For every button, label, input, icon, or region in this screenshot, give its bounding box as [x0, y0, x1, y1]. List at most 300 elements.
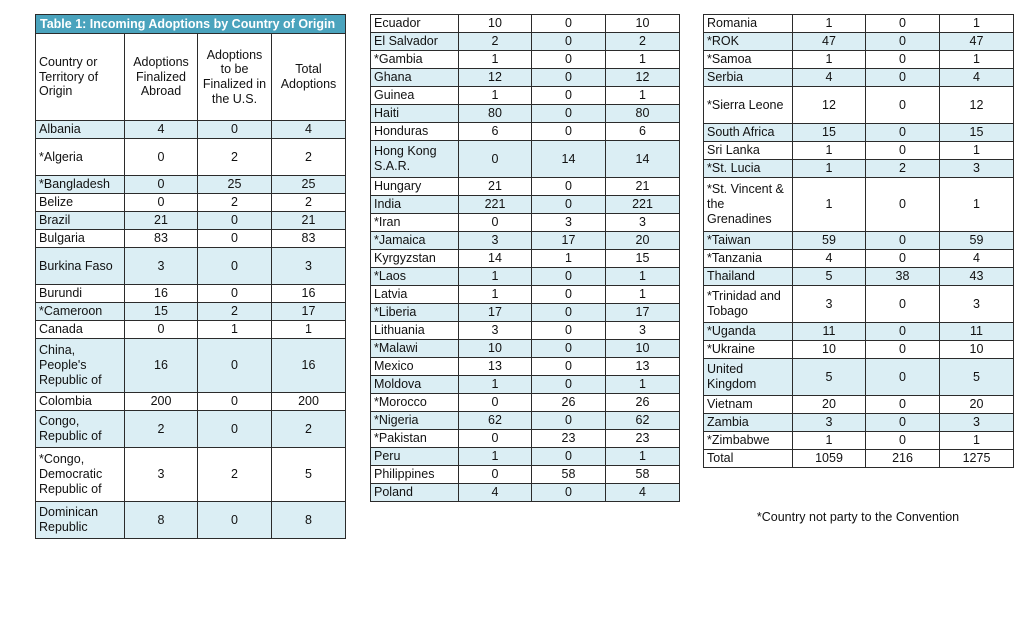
finalized-us-cell: 3 [532, 214, 606, 232]
country-cell: Poland [371, 484, 459, 502]
country-cell: Haiti [371, 105, 459, 123]
table-row [36, 448, 346, 502]
finalized-us-cell: 0 [532, 105, 606, 123]
table-row [371, 87, 680, 105]
finalized-us-cell: 2 [198, 194, 272, 212]
finalized-abroad-cell: 20 [793, 396, 866, 414]
finalized-us-cell: 0 [866, 286, 940, 323]
finalized-abroad-cell: 1 [459, 376, 532, 394]
total-cell: 47 [940, 33, 1014, 51]
finalized-us-cell: 0 [532, 178, 606, 196]
table-row [704, 268, 1014, 286]
country-cell: Lithuania [371, 322, 459, 340]
total-cell: 12 [606, 69, 680, 87]
table-body-3 [704, 15, 1014, 468]
table-row [371, 358, 680, 376]
total-cell: 13 [606, 358, 680, 376]
total-cell: 3 [606, 214, 680, 232]
total-cell: 2 [606, 33, 680, 51]
country-cell: Ghana [371, 69, 459, 87]
finalized-abroad-cell: 1 [793, 51, 866, 69]
finalized-abroad-cell: 3 [125, 248, 198, 285]
finalized-abroad-cell: 1 [459, 87, 532, 105]
country-cell: Canada [36, 321, 125, 339]
country-cell: *Laos [371, 268, 459, 286]
finalized-us-cell: 2 [198, 139, 272, 176]
table-row [36, 285, 346, 303]
finalized-abroad-cell: 3 [793, 286, 866, 323]
finalized-us-cell: 0 [532, 69, 606, 87]
table-row [704, 432, 1014, 450]
total-cell: 1 [940, 178, 1014, 232]
country-cell: Congo, Republic of [36, 411, 125, 448]
table-row [704, 69, 1014, 87]
country-cell: Burundi [36, 285, 125, 303]
header-total: Total Adoptions [272, 34, 346, 121]
finalized-us-cell: 0 [866, 359, 940, 396]
finalized-us-cell: 0 [198, 339, 272, 393]
total-cell: 16 [272, 339, 346, 393]
finalized-us-cell: 0 [532, 33, 606, 51]
finalized-abroad-cell: 3 [125, 448, 198, 502]
finalized-abroad-cell: 10 [459, 340, 532, 358]
table-row [371, 33, 680, 51]
table-row [704, 160, 1014, 178]
total-cell: 3 [940, 160, 1014, 178]
finalized-abroad-cell: 16 [125, 339, 198, 393]
country-cell: Guinea [371, 87, 459, 105]
finalized-us-cell: 0 [198, 285, 272, 303]
country-cell: *Gambia [371, 51, 459, 69]
table-row [371, 141, 680, 178]
finalized-abroad-cell: 11 [793, 323, 866, 341]
table-row [371, 268, 680, 286]
finalized-abroad-cell: 12 [793, 87, 866, 124]
table-row [704, 178, 1014, 232]
finalized-abroad-cell: 1 [793, 142, 866, 160]
total-cell: 59 [940, 232, 1014, 250]
finalized-abroad-cell: 3 [793, 414, 866, 432]
finalized-us-cell: 1 [532, 250, 606, 268]
table-row [704, 232, 1014, 250]
country-cell: *Algeria [36, 139, 125, 176]
total-cell: 5 [940, 359, 1014, 396]
country-cell: Peru [371, 448, 459, 466]
finalized-abroad-cell: 1059 [793, 450, 866, 468]
finalized-abroad-cell: 13 [459, 358, 532, 376]
finalized-abroad-cell: 8 [125, 502, 198, 539]
table-body-1 [36, 121, 346, 539]
finalized-abroad-cell: 4 [459, 484, 532, 502]
finalized-abroad-cell: 221 [459, 196, 532, 214]
finalized-abroad-cell: 12 [459, 69, 532, 87]
finalized-abroad-cell: 200 [125, 393, 198, 411]
country-cell: Zambia [704, 414, 793, 432]
country-cell: *Tanzania [704, 250, 793, 268]
header-country: Country or Territory of Origin [36, 34, 125, 121]
table-row [36, 212, 346, 230]
country-cell: *St. Vincent & the Grenadines [704, 178, 793, 232]
table-row [36, 321, 346, 339]
country-cell: *Morocco [371, 394, 459, 412]
table-row [36, 194, 346, 212]
table-row [704, 396, 1014, 414]
finalized-us-cell: 23 [532, 430, 606, 448]
table-title: Table 1: Incoming Adoptions by Country of Origin [36, 15, 346, 34]
total-cell: 221 [606, 196, 680, 214]
country-cell: *Malawi [371, 340, 459, 358]
country-cell: *Sierra Leone [704, 87, 793, 124]
total-cell: 1 [940, 15, 1014, 33]
footnote: *Country not party to the Convention [756, 510, 960, 524]
total-cell: 1 [606, 286, 680, 304]
total-cell: 3 [940, 414, 1014, 432]
finalized-abroad-cell: 0 [125, 321, 198, 339]
finalized-abroad-cell: 1 [459, 448, 532, 466]
header-finalized-abroad: Adoptions Finalized Abroad [125, 34, 198, 121]
finalized-us-cell: 25 [198, 176, 272, 194]
finalized-abroad-cell: 21 [459, 178, 532, 196]
country-cell: *Pakistan [371, 430, 459, 448]
finalized-abroad-cell: 5 [793, 268, 866, 286]
finalized-us-cell: 0 [866, 396, 940, 414]
header-finalized-us: Adoptions to be Finalized in the U.S. [198, 34, 272, 121]
total-cell: 4 [272, 121, 346, 139]
table-row [704, 250, 1014, 268]
country-cell: *Iran [371, 214, 459, 232]
total-cell: 15 [606, 250, 680, 268]
total-cell: 1 [272, 321, 346, 339]
table-row [704, 87, 1014, 124]
country-cell: Mexico [371, 358, 459, 376]
country-cell: Latvia [371, 286, 459, 304]
finalized-abroad-cell: 1 [459, 268, 532, 286]
finalized-us-cell: 1 [198, 321, 272, 339]
table-row [371, 484, 680, 502]
finalized-us-cell: 0 [866, 341, 940, 359]
table-row [371, 448, 680, 466]
finalized-us-cell: 0 [866, 51, 940, 69]
finalized-us-cell: 0 [532, 286, 606, 304]
total-cell: 1 [940, 142, 1014, 160]
finalized-abroad-cell: 5 [793, 359, 866, 396]
finalized-us-cell: 0 [866, 414, 940, 432]
country-cell: Romania [704, 15, 793, 33]
finalized-us-cell: 0 [532, 340, 606, 358]
finalized-us-cell: 0 [866, 33, 940, 51]
table-row [371, 105, 680, 123]
finalized-abroad-cell: 1 [459, 286, 532, 304]
total-cell: 14 [606, 141, 680, 178]
finalized-abroad-cell: 3 [459, 322, 532, 340]
table-row [704, 286, 1014, 323]
finalized-abroad-cell: 59 [793, 232, 866, 250]
total-cell: 8 [272, 502, 346, 539]
table-row [704, 341, 1014, 359]
finalized-us-cell: 0 [532, 448, 606, 466]
country-cell: *Ukraine [704, 341, 793, 359]
total-cell: 1 [606, 268, 680, 286]
country-cell: *Nigeria [371, 412, 459, 430]
total-cell: 10 [606, 340, 680, 358]
total-cell: 1 [940, 432, 1014, 450]
country-cell: *Bangladesh [36, 176, 125, 194]
table-row [704, 414, 1014, 432]
country-cell: Serbia [704, 69, 793, 87]
total-cell: 2 [272, 139, 346, 176]
finalized-us-cell: 0 [532, 51, 606, 69]
finalized-abroad-cell: 4 [793, 69, 866, 87]
table-row [36, 248, 346, 285]
country-cell: Vietnam [704, 396, 793, 414]
finalized-abroad-cell: 15 [125, 303, 198, 321]
table-row [36, 176, 346, 194]
total-cell: 2 [272, 194, 346, 212]
finalized-abroad-cell: 1 [793, 15, 866, 33]
finalized-us-cell: 0 [198, 121, 272, 139]
finalized-abroad-cell: 80 [459, 105, 532, 123]
total-cell: 6 [606, 123, 680, 141]
finalized-abroad-cell: 2 [125, 411, 198, 448]
total-cell: 11 [940, 323, 1014, 341]
finalized-us-cell: 58 [532, 466, 606, 484]
table-row [371, 376, 680, 394]
finalized-abroad-cell: 10 [459, 15, 532, 33]
finalized-us-cell: 0 [866, 15, 940, 33]
finalized-abroad-cell: 62 [459, 412, 532, 430]
table-row [371, 214, 680, 232]
country-cell: Hong Kong S.A.R. [371, 141, 459, 178]
finalized-abroad-cell: 4 [793, 250, 866, 268]
table-row [371, 250, 680, 268]
table-row [36, 121, 346, 139]
table-row [371, 430, 680, 448]
finalized-abroad-cell: 17 [459, 304, 532, 322]
total-cell: 4 [940, 250, 1014, 268]
table-row [371, 196, 680, 214]
finalized-us-cell: 0 [866, 178, 940, 232]
finalized-us-cell: 0 [532, 15, 606, 33]
table-row [704, 359, 1014, 396]
finalized-us-cell: 0 [532, 268, 606, 286]
total-cell: 15 [940, 124, 1014, 142]
country-cell: *Liberia [371, 304, 459, 322]
country-cell: China, People's Republic of [36, 339, 125, 393]
total-row [704, 450, 1014, 468]
finalized-abroad-cell: 1 [793, 160, 866, 178]
finalized-us-cell: 216 [866, 450, 940, 468]
country-cell: United Kingdom [704, 359, 793, 396]
total-cell: 12 [940, 87, 1014, 124]
total-cell: 83 [272, 230, 346, 248]
table-row [371, 51, 680, 69]
total-cell: 58 [606, 466, 680, 484]
finalized-abroad-cell: 0 [459, 141, 532, 178]
country-cell: *ROK [704, 33, 793, 51]
table-row [704, 142, 1014, 160]
finalized-abroad-cell: 47 [793, 33, 866, 51]
country-cell: Philippines [371, 466, 459, 484]
finalized-us-cell: 2 [198, 303, 272, 321]
country-cell: *Jamaica [371, 232, 459, 250]
country-cell: El Salvador [371, 33, 459, 51]
total-cell: 200 [272, 393, 346, 411]
total-cell: 4 [940, 69, 1014, 87]
finalized-us-cell: 0 [198, 411, 272, 448]
country-cell: Thailand [704, 268, 793, 286]
finalized-abroad-cell: 0 [125, 139, 198, 176]
finalized-us-cell: 0 [198, 502, 272, 539]
finalized-us-cell: 38 [866, 268, 940, 286]
finalized-us-cell: 0 [532, 484, 606, 502]
finalized-us-cell: 0 [198, 393, 272, 411]
table-row [371, 178, 680, 196]
finalized-abroad-cell: 14 [459, 250, 532, 268]
total-cell: 2 [272, 411, 346, 448]
finalized-us-cell: 0 [532, 123, 606, 141]
total-cell: 17 [272, 303, 346, 321]
finalized-abroad-cell: 15 [793, 124, 866, 142]
finalized-abroad-cell: 16 [125, 285, 198, 303]
table-row [371, 123, 680, 141]
finalized-us-cell: 0 [866, 323, 940, 341]
table-row [371, 340, 680, 358]
total-cell: 1 [940, 51, 1014, 69]
country-cell: *Uganda [704, 323, 793, 341]
total-cell: 5 [272, 448, 346, 502]
country-cell: *Taiwan [704, 232, 793, 250]
country-cell: *St. Lucia [704, 160, 793, 178]
total-cell: 1 [606, 51, 680, 69]
total-cell: 3 [940, 286, 1014, 323]
finalized-us-cell: 0 [866, 232, 940, 250]
total-cell: 1275 [940, 450, 1014, 468]
finalized-abroad-cell: 6 [459, 123, 532, 141]
total-cell: 25 [272, 176, 346, 194]
country-cell: India [371, 196, 459, 214]
adoptions-table-part-3 [703, 14, 1014, 468]
table-row [371, 466, 680, 484]
finalized-abroad-cell: 1 [459, 51, 532, 69]
table-row [36, 411, 346, 448]
finalized-abroad-cell: 10 [793, 341, 866, 359]
total-cell: 62 [606, 412, 680, 430]
country-cell: Dominican Republic [36, 502, 125, 539]
country-cell: *Congo, Democratic Republic of [36, 448, 125, 502]
country-cell: Sri Lanka [704, 142, 793, 160]
finalized-us-cell: 0 [532, 322, 606, 340]
table-row [371, 15, 680, 33]
total-cell: 43 [940, 268, 1014, 286]
total-cell: 1 [606, 376, 680, 394]
country-cell: South Africa [704, 124, 793, 142]
country-cell: *Cameroon [36, 303, 125, 321]
country-cell: *Trinidad and Tobago [704, 286, 793, 323]
finalized-us-cell: 0 [532, 304, 606, 322]
total-cell: 20 [940, 396, 1014, 414]
table-row [36, 502, 346, 539]
finalized-abroad-cell: 0 [125, 176, 198, 194]
country-cell: Brazil [36, 212, 125, 230]
finalized-abroad-cell: 2 [459, 33, 532, 51]
country-cell: Moldova [371, 376, 459, 394]
adoptions-table-part-2 [370, 14, 680, 502]
table-row [36, 393, 346, 411]
country-cell: *Samoa [704, 51, 793, 69]
finalized-abroad-cell: 1 [793, 178, 866, 232]
table-row [704, 33, 1014, 51]
table-row [36, 339, 346, 393]
finalized-abroad-cell: 0 [459, 394, 532, 412]
table-row [36, 303, 346, 321]
finalized-us-cell: 14 [532, 141, 606, 178]
finalized-us-cell: 0 [532, 358, 606, 376]
finalized-us-cell: 0 [532, 412, 606, 430]
finalized-abroad-cell: 1 [793, 432, 866, 450]
country-cell: Albania [36, 121, 125, 139]
finalized-us-cell: 17 [532, 232, 606, 250]
table-row [704, 51, 1014, 69]
table-row [371, 232, 680, 250]
finalized-abroad-cell: 4 [125, 121, 198, 139]
country-cell: Kyrgyzstan [371, 250, 459, 268]
table-row [704, 15, 1014, 33]
total-cell: 26 [606, 394, 680, 412]
total-cell: 10 [606, 15, 680, 33]
table-row [371, 304, 680, 322]
total-cell: 21 [606, 178, 680, 196]
country-cell: *Zimbabwe [704, 432, 793, 450]
country-cell: Colombia [36, 393, 125, 411]
finalized-us-cell: 0 [866, 124, 940, 142]
finalized-us-cell: 0 [532, 376, 606, 394]
table-row [371, 394, 680, 412]
table-row [371, 322, 680, 340]
total-cell: 1 [606, 87, 680, 105]
finalized-us-cell: 0 [198, 248, 272, 285]
total-cell: 23 [606, 430, 680, 448]
finalized-abroad-cell: 0 [125, 194, 198, 212]
adoptions-table-part-1 [35, 14, 346, 539]
finalized-us-cell: 0 [866, 142, 940, 160]
finalized-us-cell: 0 [866, 69, 940, 87]
finalized-abroad-cell: 0 [459, 466, 532, 484]
finalized-us-cell: 0 [532, 87, 606, 105]
finalized-us-cell: 0 [532, 196, 606, 214]
finalized-abroad-cell: 21 [125, 212, 198, 230]
finalized-abroad-cell: 0 [459, 214, 532, 232]
total-cell: 3 [606, 322, 680, 340]
total-cell: 10 [940, 341, 1014, 359]
table-row [371, 412, 680, 430]
total-cell: 21 [272, 212, 346, 230]
total-cell: 4 [606, 484, 680, 502]
table-row [704, 124, 1014, 142]
finalized-abroad-cell: 83 [125, 230, 198, 248]
country-cell: Hungary [371, 178, 459, 196]
finalized-abroad-cell: 0 [459, 430, 532, 448]
table-row [704, 323, 1014, 341]
finalized-us-cell: 26 [532, 394, 606, 412]
finalized-us-cell: 0 [198, 230, 272, 248]
country-cell: Honduras [371, 123, 459, 141]
table-row [36, 230, 346, 248]
table-row [371, 69, 680, 87]
finalized-us-cell: 0 [866, 432, 940, 450]
table-row [36, 139, 346, 176]
total-cell: 20 [606, 232, 680, 250]
finalized-us-cell: 2 [866, 160, 940, 178]
